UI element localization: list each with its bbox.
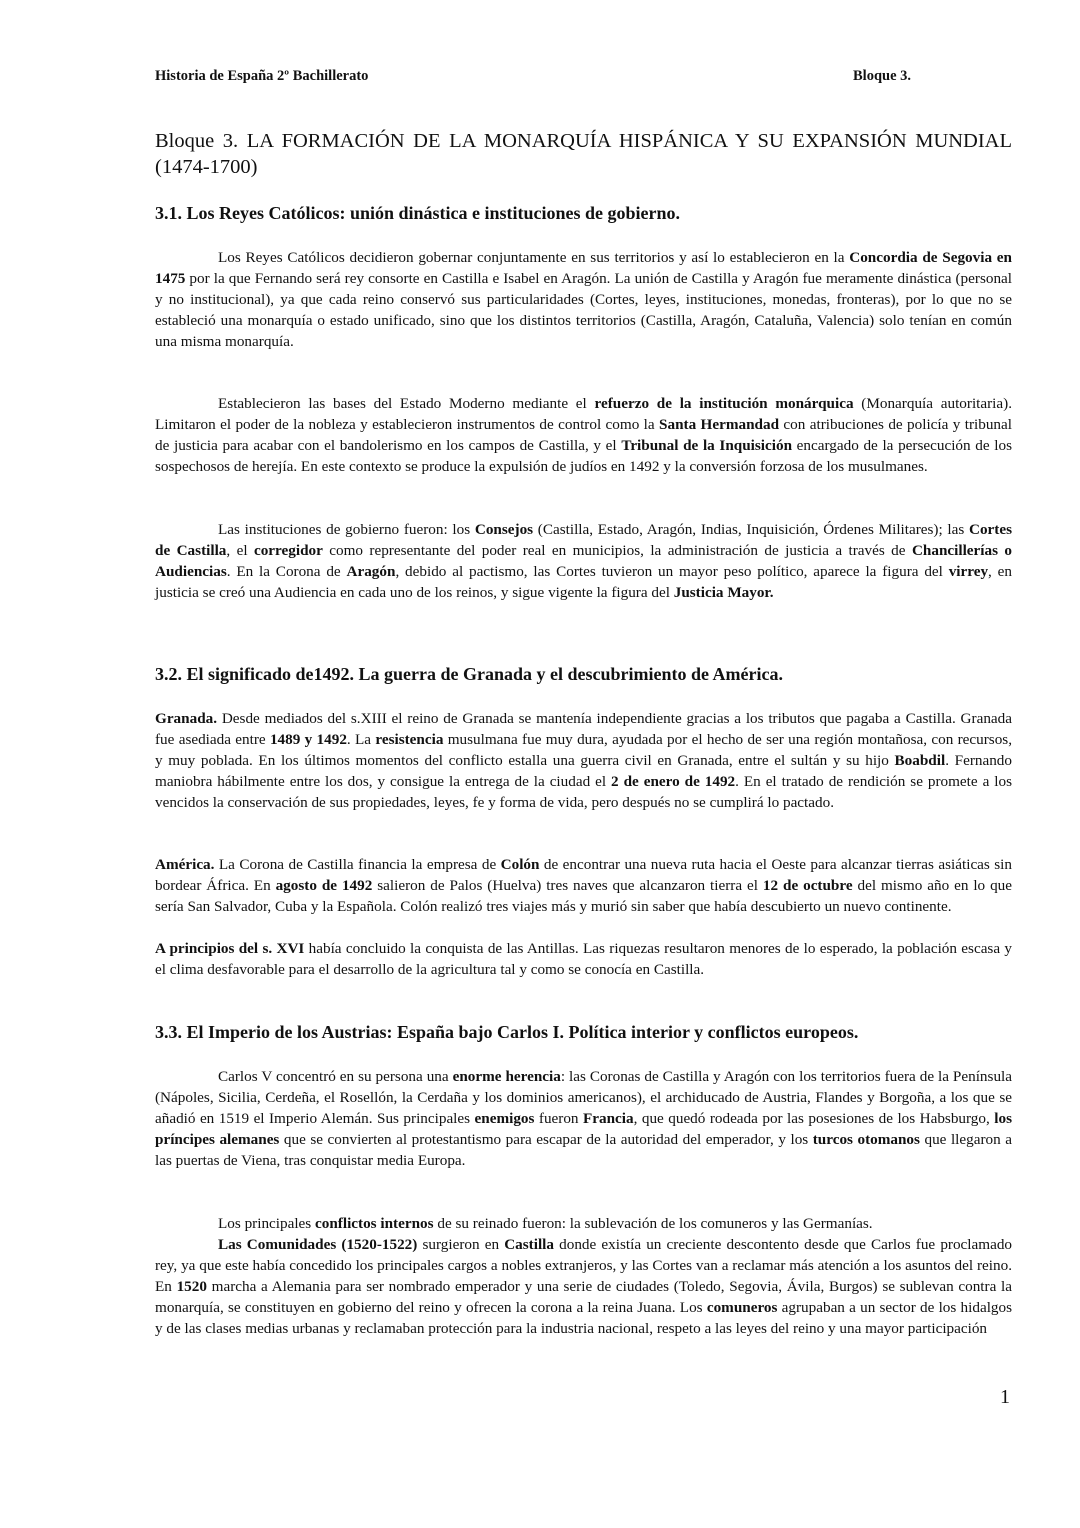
bold-term: Castilla [504, 1236, 554, 1253]
bold-term: Granada. [155, 710, 218, 727]
paragraph [155, 1234, 1012, 1339]
text-run: (Castilla, Estado, Aragón, Indias, Inquisición, Órdenes Militares); las [533, 521, 969, 538]
bold-term: comuneros [706, 1299, 778, 1316]
text-run: surgieron en [417, 1236, 505, 1253]
text-run: con atribuciones de policía y tribunal de justicia para acabar con el bandolerismo en los campos de Castilla, y el [155, 416, 1012, 454]
bold-term: Chancillerías o Audiencias [155, 542, 1012, 580]
bold-term: Consejos [474, 521, 534, 538]
text-run: Las instituciones de gobierno fueron: los [218, 521, 475, 538]
text-run: , que quedó rodeada por las posesiones de los Habsburgo, [633, 1110, 995, 1127]
bold-term: Cortes de Castilla [155, 521, 1012, 559]
text-run: como representante del poder real en municipios, la administración de justicia a través de [322, 542, 912, 559]
running-header-title: Historia de España 2º Bachillerato [155, 68, 369, 84]
bold-term: 2 de enero de 1492 [611, 773, 736, 790]
text-run: encargado de la persecución de los sospechosos de herejía. En este contexto se produce la expulsión de judíos en 1492 y la conversión forzosa de los musulmanes. [155, 437, 1012, 475]
section-heading-3-1: 3.1. Los Reyes Católicos: unión dinástica e instituciones de gobierno. [155, 203, 681, 223]
text-run: había concluido la conquista de las Antillas. Las riquezas resultaron menores de lo esperado, la población escasa y el clima desfavorable para el desarrollo de la agricultura tal y como se conocía en Castilla. [155, 940, 1012, 978]
text-run: Los Reyes Católicos decidieron gobernar conjuntamente en sus territorios y así lo establecieron en la [218, 249, 850, 266]
text-run: Los principales [218, 1215, 316, 1232]
text-run: Carlos V concentró en su persona una [218, 1068, 453, 1085]
bold-term: Tribunal de la Inquisición [621, 437, 793, 454]
bold-term: Santa Hermandad [659, 416, 780, 433]
text-run: . La [346, 731, 376, 748]
block-title-text: LA FORMACIÓN DE LA MONARQUÍA HISPÁNICA Y SU EXPANSIÓN MUNDIAL (1474-1700) [155, 130, 1013, 178]
bold-term: A principios del s. XVI [155, 940, 305, 957]
section-heading-3-2: 3.2. El significado de1492. La guerra de Granada y el descubrimiento de América. [155, 664, 783, 684]
bold-term: enorme herencia [452, 1068, 561, 1085]
bold-term: Aragón [346, 563, 396, 580]
bold-term: los príncipes alemanes [155, 1110, 1012, 1148]
paragraph [155, 247, 1012, 352]
text-run: de encontrar una nueva ruta hacia el Oeste para alcanzar tierras asiáticas sin bordear África. En [155, 856, 1012, 894]
text-run: : las Coronas de Castilla y Aragón con los territorios fuera de la Península (Nápoles, Sicilia, Cerdeña, el Rosellón, la Cerdaña y los dominios americanos), el archiducado de Austria, Flandes y Borgoña, a los que se añadió en 1519 el Imperio Alemán. Sus principales [155, 1068, 1012, 1127]
bold-term: 1520 [176, 1278, 207, 1295]
running-header-block: Bloque 3. [853, 68, 912, 84]
text-run: , debido al pactismo, las Cortes tuvieron un mayor peso político, aparece la figura del [395, 563, 949, 580]
bold-term: enemigos [474, 1110, 535, 1127]
paragraph [155, 1066, 1012, 1171]
bold-term: Francia [582, 1110, 634, 1127]
bold-term: Las Comunidades (1520-1522) [218, 1236, 418, 1253]
text-run: , el [226, 542, 254, 559]
block-title-lead: Bloque 3. [155, 130, 239, 152]
bold-term: agosto de 1492 [275, 877, 373, 894]
bold-term: refuerzo de la institución monárquica [594, 395, 854, 412]
bold-term: virrey [948, 563, 989, 580]
bold-term: 12 de octubre [762, 877, 853, 894]
block-title [155, 128, 1012, 180]
paragraph [155, 519, 1012, 603]
text-run: marcha a Alemania para ser nombrado emperador y una serie de ciudades (Toledo, Segovia, Ávila, Burgos) se sublevan contra la monarquía, se constituyen en gobierno del reino y ofrecen la corona a la reina Juana. Los [155, 1278, 1012, 1316]
text-run: (Monarquía autoritaria). Limitaron el poder de la nobleza y establecieron instrumentos de control como la [155, 395, 1012, 433]
text-run: . En el tratado de rendición se promete a los vencidos la conservación de sus propiedades, leyes, fe y forma de vida, pero después no se cumplirá lo pactado. [155, 773, 1012, 811]
bold-term: 1489 y 1492 [269, 731, 347, 748]
bold-term: Justicia Mayor. [673, 584, 774, 601]
bold-term: Boabdil [894, 752, 946, 769]
bold-term: corregidor [253, 542, 323, 559]
text-run: Desde mediados del s.XIII el reino de Granada se mantenía independiente gracias a los tributos que pagaba a Castilla. Granada fue asediada entre [155, 710, 1012, 748]
paragraph [155, 1213, 1012, 1234]
section-heading-3-3: 3.3. El Imperio de los Austrias: España bajo Carlos I. Política interior y conflictos europeos. [155, 1022, 859, 1042]
text-run: que se convierten al protestantismo para escapar de la autoridad del emperador, y los [279, 1131, 813, 1148]
text-run: por la que Fernando será rey consorte en Castilla e Isabel en Aragón. La unión de Castilla y Aragón fue meramente dinástica (personal y no institucional), ya que cada reino conservó sus particularidades (Cortes, leyes, instituciones, monedas, fronteras), por lo que no se estableció una monarquía o estado unificado, sino que los distintos territorios (Castilla, Aragón, Cataluña, Valencia) solo tenían en común una misma monarquía. [155, 270, 1012, 350]
bold-term: resistencia [375, 731, 444, 748]
text-run: , en justicia se creó una Audiencia en cada uno de los reinos, y sigue vigente la figura del [155, 563, 1012, 601]
bold-term: conflictos internos [315, 1215, 434, 1232]
bold-term: Concordia de Segovia en 1475 [155, 249, 1012, 287]
text-run: musulmana fue muy dura, ayudada por el hecho de ser una región montañosa, con recursos, y muy poblada. En los últimos momentos del conflicto estalla una guerra civil en Granada, entre el sultán y su hijo [155, 731, 1012, 769]
paragraph [155, 708, 1012, 813]
text-run: del mismo año en lo que sería San Salvador, Cuba y la Española. Colón realizó tres viajes más y murió sin saber que había descubierto un nuevo continente. [155, 877, 1012, 915]
text-run: fueron [534, 1110, 583, 1127]
text-run: de su reinado fueron: la sublevación de los comuneros y las Germanías. [433, 1215, 873, 1232]
paragraph [155, 393, 1012, 477]
bold-term: América. [155, 856, 215, 873]
paragraph [155, 938, 1012, 980]
bold-term: Colón [500, 856, 540, 873]
text-run: Establecieron las bases del Estado Moderno mediante el [218, 395, 595, 412]
text-run: salieron de Palos (Huelva) tres naves que alcanzaron tierra el [372, 877, 763, 894]
text-run: agrupaban a un sector de los hidalgos y de las clases medias urbanas y reclamaban protección para la industria nacional, respeto a las leyes del reino y una mayor participación [155, 1299, 1013, 1337]
page-number: 1 [1000, 1386, 1010, 1408]
text-run: donde existía un creciente descontento desde que Carlos fue proclamado rey, ya que este había concedido los principales cargos a nobles extranjeros, y las Cortes van a reclamar más atención a los asuntos del reino. En [155, 1236, 1013, 1295]
text-run: La Corona de Castilla financia la empresa de [214, 856, 501, 873]
paragraph [155, 854, 1012, 917]
text-run: . En la Corona de [226, 563, 347, 580]
text-run: que llegaron a las puertas de Viena, tras conquistar media Europa. [155, 1131, 1012, 1169]
text-run: . Fernando maniobra hábilmente entre los dos, y consigue la entrega de la ciudad el [155, 752, 1012, 790]
bold-term: turcos otomanos [812, 1131, 920, 1148]
